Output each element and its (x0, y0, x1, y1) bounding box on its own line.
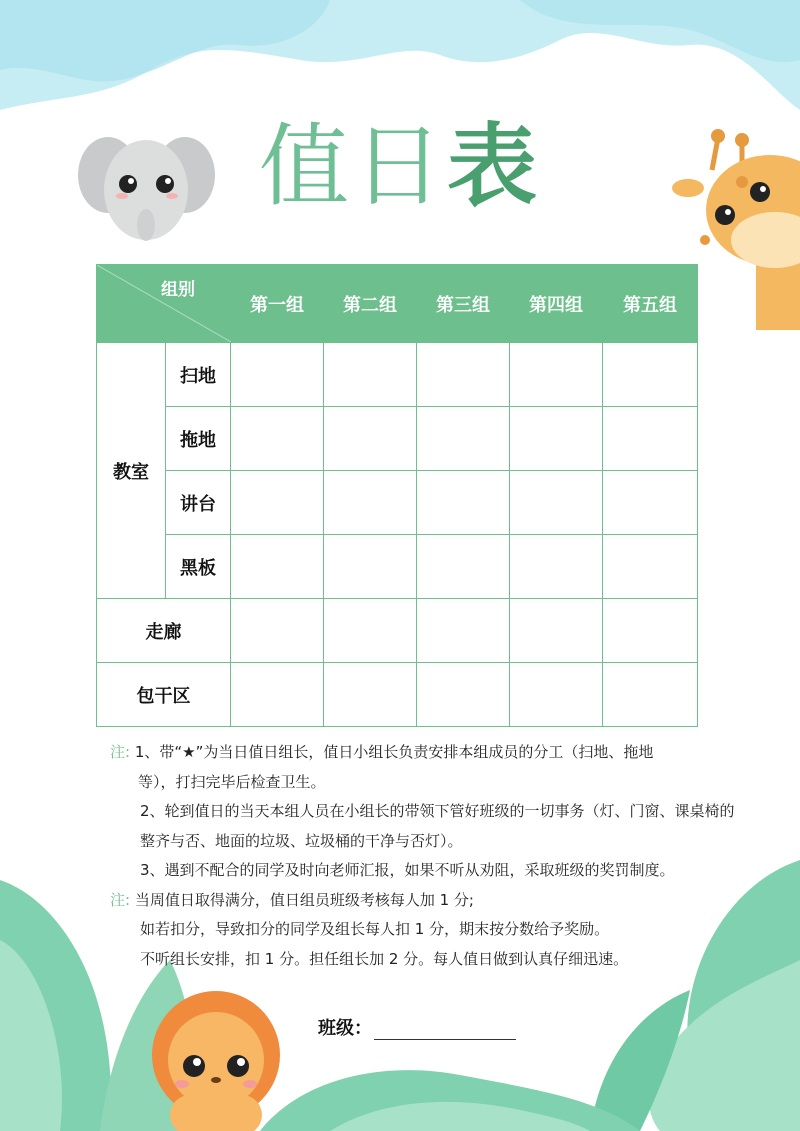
table-cell[interactable] (324, 663, 417, 727)
table-row (97, 535, 698, 599)
table-cell[interactable] (603, 663, 698, 727)
table-cell[interactable] (510, 343, 603, 407)
note-line (110, 886, 750, 916)
task-label: 黑板 (166, 535, 231, 599)
table-cell[interactable] (324, 471, 417, 535)
note-line: 如若扣分，导致扣分的同学及组长每人扣 1 分，期末按分数给予奖励。 (140, 920, 610, 938)
note-line: 整齐与否、地面的垃圾、垃圾桶的干净与否灯）。 (140, 831, 463, 850)
table-row (97, 343, 698, 407)
table-header-row (97, 265, 698, 343)
task-label: 扫地 (166, 343, 231, 407)
table-cell[interactable] (231, 471, 324, 535)
table-cell[interactable] (324, 407, 417, 471)
table-cell[interactable] (417, 535, 510, 599)
table-cell[interactable] (231, 599, 324, 663)
header-group-3: 第三组 (417, 265, 510, 343)
note-line: 2、轮到值日的当天本组人员在小组长的带领下管好班级的一切事务（灯、门窗、课桌椅的 (140, 802, 735, 820)
classroom-label: 教室 (97, 343, 166, 599)
class-input-line[interactable] (374, 1021, 516, 1040)
table-cell[interactable] (417, 471, 510, 535)
task-label: 拖地 (166, 407, 231, 471)
table-cell[interactable] (603, 471, 698, 535)
table-row (97, 599, 698, 663)
table-cell[interactable] (231, 343, 324, 407)
note-text: 当周值日取得满分，值日组员班级考核每人加 1 分; (134, 890, 474, 909)
table-row (97, 663, 698, 727)
class-label: 班级： (318, 1018, 372, 1039)
class-field (318, 1014, 516, 1040)
table-cell[interactable] (510, 407, 603, 471)
note-text: 1、带“★”为当日值日组长，值日小组长负责安排本组成员的分工（扫地、拖地 (134, 743, 654, 761)
header-corner-cell (97, 265, 231, 343)
lion-icon (152, 991, 280, 1131)
table-cell[interactable] (324, 535, 417, 599)
table-cell[interactable] (324, 599, 417, 663)
corridor-label: 走廊 (97, 599, 231, 663)
header-group-1: 第一组 (231, 265, 324, 343)
table-cell[interactable] (231, 407, 324, 471)
note-line: 3、遇到不配合的同学及时向老师汇报，如果不听从劝阻，采取班级的奖罚制度。 (140, 861, 675, 879)
table-row (97, 471, 698, 535)
table-cell[interactable] (603, 535, 698, 599)
notes-section (110, 738, 750, 974)
note-line: 不听组长安排，扣 1 分。担任组长加 2 分。每人值日做到认真仔细迅速。 (140, 949, 629, 968)
table-cell[interactable] (417, 343, 510, 407)
note-line (110, 738, 750, 768)
table-cell[interactable] (510, 663, 603, 727)
task-label: 讲台 (166, 471, 231, 535)
header-group-4: 第四组 (510, 265, 603, 343)
note-tag: 注: (110, 890, 131, 909)
table-cell[interactable] (510, 471, 603, 535)
table-cell[interactable] (510, 599, 603, 663)
title-main: 值日 (259, 114, 447, 219)
area-label: 包干区 (97, 663, 231, 727)
table-row (97, 407, 698, 471)
header-group-5: 第五组 (603, 265, 698, 343)
table-cell[interactable] (324, 343, 417, 407)
table-cell[interactable] (417, 599, 510, 663)
duty-table (96, 264, 698, 727)
sky-cloud-shape (0, 0, 330, 81)
corner-label: 组别 (161, 280, 195, 300)
table-cell[interactable] (417, 407, 510, 471)
table-cell[interactable] (417, 663, 510, 727)
table-cell[interactable] (510, 535, 603, 599)
note-tag: 注: (110, 743, 131, 761)
header-group-2: 第二组 (324, 265, 417, 343)
note-line: 等），打扫完毕后检查卫生。 (138, 772, 326, 791)
table-cell[interactable] (231, 535, 324, 599)
table-cell[interactable] (603, 599, 698, 663)
table-cell[interactable] (603, 343, 698, 407)
table-cell[interactable] (231, 663, 324, 727)
table-cell[interactable] (603, 407, 698, 471)
page-title (0, 112, 800, 222)
title-strong: 表 (447, 114, 541, 219)
